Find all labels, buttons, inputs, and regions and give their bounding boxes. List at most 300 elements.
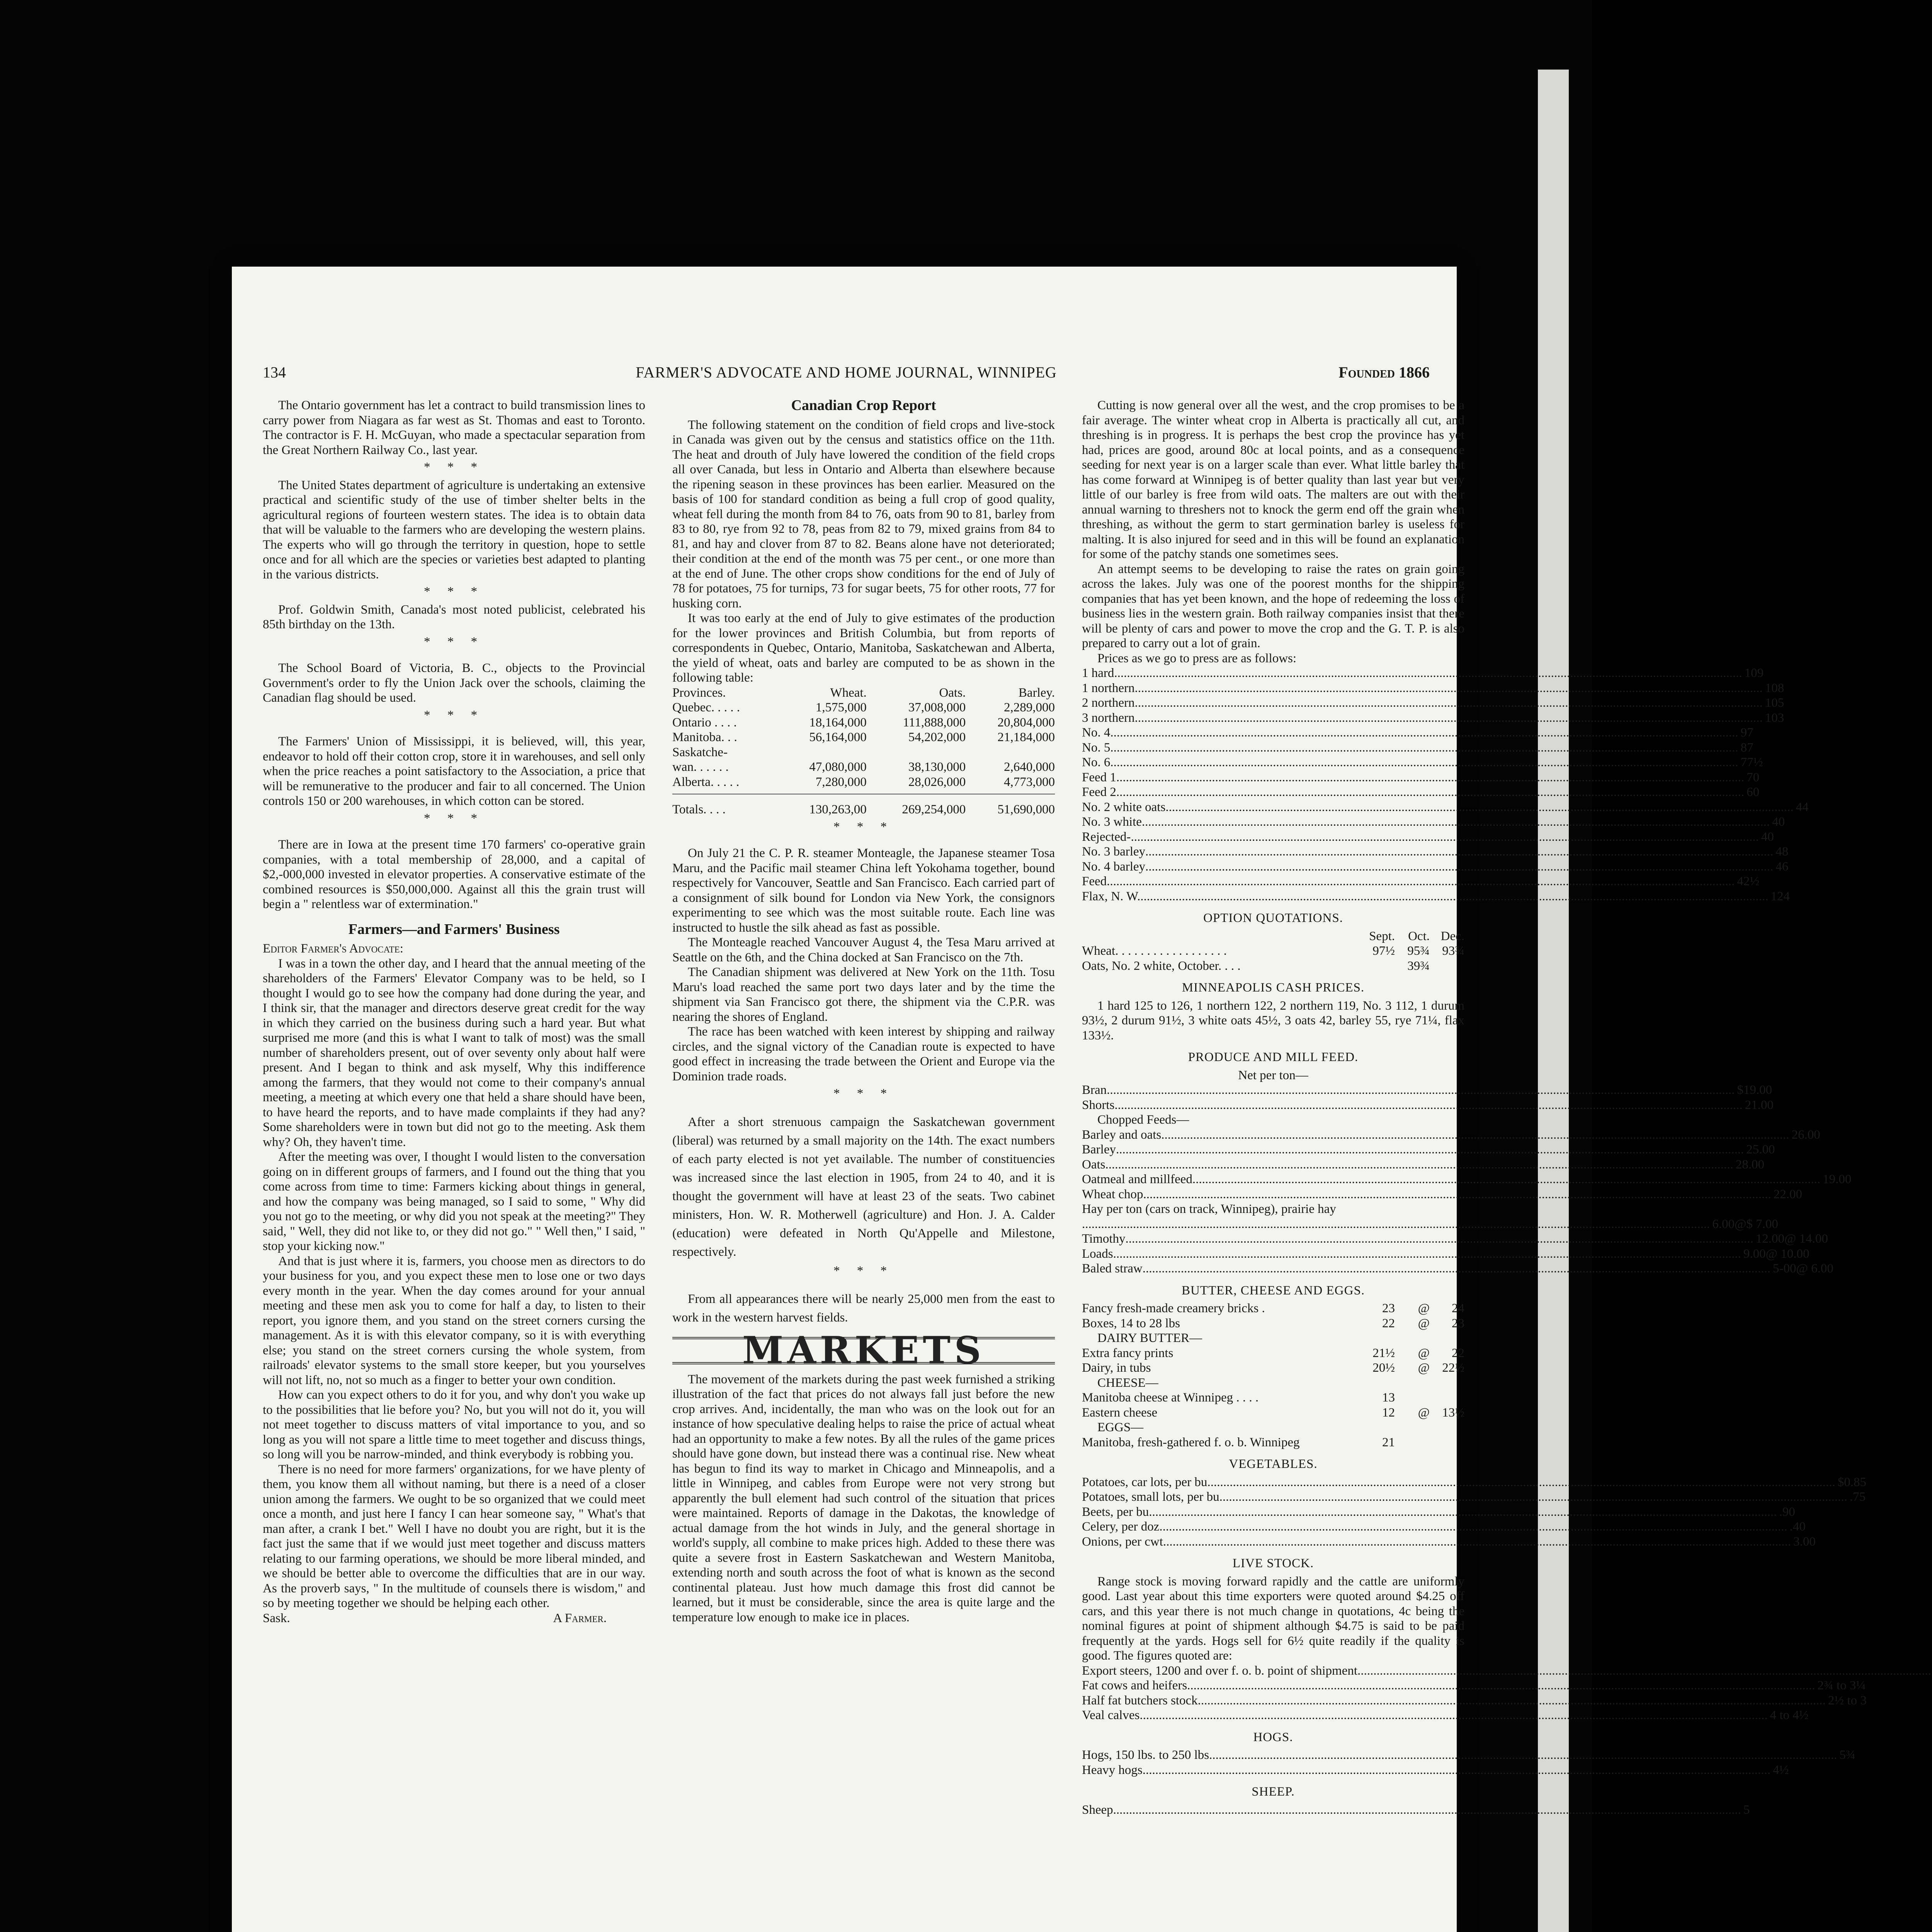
table-cell: 20,804,000 <box>997 715 1055 730</box>
price-value: 4½ <box>1772 1763 1789 1777</box>
price-value: 60 <box>1747 785 1760 799</box>
price-label: No. 4 barley <box>1082 859 1146 874</box>
section-subheading: CHEESE— <box>1097 1376 1158 1390</box>
price-label: No. 3 barley <box>1082 845 1146 859</box>
table-row <box>672 775 1055 790</box>
leader-dots <box>1114 666 1742 681</box>
leader-dots <box>1114 1098 1742 1113</box>
price-label: 1 hard <box>1082 666 1114 680</box>
hay-label: Hay per ton (cars on track, Winnipeg), prairie hay <box>1082 1202 1336 1216</box>
leader-dots <box>1149 1505 1777 1520</box>
price-label: Feed 2 <box>1082 785 1116 799</box>
chopped-feed-list <box>1082 1128 1852 1202</box>
price-line <box>1082 1231 1828 1247</box>
price-label: Timothy <box>1082 1232 1126 1246</box>
produce-price-list <box>1082 1083 1774 1112</box>
price-line <box>1082 859 1789 874</box>
rule-cell <box>867 789 966 794</box>
price-label: Feed 1 <box>1082 770 1116 784</box>
price-value: 87 <box>1740 740 1753 755</box>
table-cell: 28,026,000 <box>908 775 966 789</box>
table-cell: 111,888,000 <box>903 715 966 730</box>
price-label: Fat cows and heifers <box>1082 1679 1187 1692</box>
table-cell: 23 <box>1382 1301 1395 1315</box>
price-value: 124 <box>1770 889 1790 903</box>
price-value: 6.00@$ 7.00 <box>1712 1217 1778 1231</box>
table-cell: Manitoba cheese at Winnipeg . . . . <box>1082 1391 1259 1405</box>
eggs-table <box>1082 1435 1464 1450</box>
table-header-cell: Oct. <box>1408 929 1430 943</box>
table-cell: 4,773,000 <box>1004 775 1055 789</box>
table-row <box>1082 1346 1464 1361</box>
price-label: No. 3 white <box>1082 815 1142 829</box>
price-line <box>1082 725 1753 740</box>
table-cell: 2,289,000 <box>1004 701 1055 714</box>
article-paragraph: After a short strenuous campaign the Saskatchewan government (liberal) was returned by a small majority on the 14th. The exact numbers of each party elected is not yet available. The number of constituencies was increased since the last election in 1905, from 24 to 40, and it is thought the government will have at least 23 of the seats. Two cabinet ministers, Hon. W. R. Motherwell (agriculture) and Hon. J. A. Calder (education) were defeated in North Qu'Appelle and Milestone, respectively. <box>672 1115 1055 1259</box>
price-label: Barley <box>1082 1143 1116 1156</box>
leader-dots <box>1145 844 1773 859</box>
table-cell <box>1395 1390 1430 1405</box>
price-line <box>1082 1663 1464 1679</box>
table-cell: 47,080,000 <box>809 760 867 774</box>
price-value: 4 to 4½ <box>1770 1708 1809 1722</box>
leader-dots <box>1143 1261 1770 1276</box>
article-paragraph: Prices as we go to press are as follows: <box>1097 651 1297 665</box>
section-heading: LIVE STOCK. <box>1232 1556 1314 1570</box>
letter-paragraph: After the meeting was over, I thought I would listen to the conversation going on in different groups of farmers, and I found out the thing that you come across from time to time: Farmers kicking about things in general, and how the company was being managed, so I said to some, " Why did you not go to the meeting, or why did you not speak at the meeting?" They said, " Well, they did not like to, or they did not go." " Well then," I said, " stop your kicking now." <box>263 1150 645 1253</box>
table-cell: 20½ <box>1372 1361 1395 1375</box>
table-cell: Alberta. . . . . <box>672 775 740 789</box>
leader-dots <box>1116 785 1744 800</box>
table-cell: 13½ <box>1442 1405 1464 1420</box>
table-cell: 21 <box>1382 1435 1395 1449</box>
table-cell: Boxes, 14 to 28 lbs <box>1082 1316 1180 1330</box>
table-row <box>1082 1301 1464 1316</box>
price-label: Barley and oats <box>1082 1128 1162 1142</box>
leader-dots <box>1209 1748 1837 1763</box>
price-label: 1 northern <box>1082 681 1135 695</box>
table-header-cell <box>1082 929 1360 944</box>
table-header-cell: Dec. <box>1440 929 1464 943</box>
letter-paragraph: How can you expect others to do it for you, and why don't you wake up to the possibilities that lie before you? No, but you will not do it, you will not meet together to discuss matters of vital importance to you, and so long as you will not spare a little time to meet together and discuss things, so long will you be narrow-minded, and think everybody is robbing you. <box>263 1388 645 1461</box>
leader-dots <box>1116 770 1744 785</box>
table-header-cell: Barley. <box>1018 685 1055 700</box>
table-cell: @ <box>1418 1346 1430 1360</box>
price-line <box>1082 1505 1795 1520</box>
price-value: 46 <box>1776 859 1789 874</box>
article-heading: Canadian Crop Report <box>791 397 936 413</box>
table-cell: 22½ <box>1442 1361 1464 1375</box>
price-value: 40 <box>1772 815 1785 829</box>
dairy-butter-table <box>1082 1346 1464 1376</box>
price-label: Sheep <box>1082 1803 1113 1817</box>
price-label: Heavy hogs <box>1082 1763 1143 1777</box>
price-label: Potatoes, small lots, per bu <box>1082 1490 1219 1504</box>
price-value: 109 <box>1744 666 1764 680</box>
table-cell: 23 <box>1452 1316 1464 1330</box>
price-label: Baled straw <box>1082 1262 1143 1276</box>
price-line <box>1082 770 1760 785</box>
price-value: 2½ to 3 <box>1828 1693 1867 1708</box>
table-cell <box>966 745 1055 760</box>
leader-dots <box>1192 1172 1820 1187</box>
divider-stars: * * * <box>424 811 484 825</box>
price-value: 3.00 <box>1793 1534 1816 1549</box>
price-line <box>1082 666 1764 681</box>
price-line <box>1082 830 1774 845</box>
rule-cell <box>966 789 1055 794</box>
leader-dots <box>1135 681 1763 696</box>
price-value: 9.00@ 10.00 <box>1743 1247 1810 1261</box>
grain-price-list <box>1082 666 1809 904</box>
news-item: The School Board of Victoria, B. C., objects to the Provincial Government's order to fly the Union Jack over the schools, claiming the Canadian flag should be used. <box>263 661 645 705</box>
price-line <box>1082 1748 1855 1763</box>
price-label: Shorts <box>1082 1098 1115 1112</box>
table-cell <box>1430 959 1464 974</box>
divider-stars: * * * <box>833 1264 894 1278</box>
table-cell <box>1360 959 1395 974</box>
table-row <box>672 730 1055 745</box>
table-row <box>1082 1405 1464 1420</box>
leader-dots <box>1198 1693 1826 1708</box>
table-header-cell: Oats. <box>939 685 966 700</box>
price-line <box>1082 755 1763 770</box>
section-heading: PRODUCE AND MILL FEED. <box>1188 1050 1359 1064</box>
table-cell: 21,184,000 <box>997 730 1055 744</box>
leader-dots <box>1113 1247 1741 1262</box>
table-cell: Extra fancy prints <box>1082 1346 1173 1360</box>
table-cell: 269,254,000 <box>902 803 966 816</box>
leader-dots <box>1113 1803 1741 1818</box>
letter-paragraph: And that is just where it is, farmers, you choose men as directors to do your business for you, and you expect these men to lose one or two days every month in the year. When the day comes around for your annual meeting and these men ask you to come for half a day, to listen to their report, you ignore them, and you stand on the street corners cursing the management. As it is with this elevator company, so it is with everything else; you stand on the street corners cursing the whole system, from railroads' elevator systems to the small store keeper, but you yourselves will not lift, no, not so much as a finger to better your own condition. <box>263 1254 645 1387</box>
price-value: 105 <box>1765 696 1784 710</box>
price-value: 48 <box>1776 845 1789 859</box>
price-line <box>1082 1534 1816 1549</box>
table-row <box>1082 1435 1464 1450</box>
price-line <box>1082 1142 1775 1157</box>
leader-dots <box>1165 800 1793 815</box>
leader-dots <box>1161 1128 1789 1143</box>
leader-dots <box>1142 815 1770 830</box>
table-row <box>672 745 1055 760</box>
leader-dots <box>1107 1083 1735 1098</box>
table-header-cell: Wheat. <box>830 685 867 700</box>
price-line <box>1082 1708 1809 1723</box>
leader-dots <box>1163 1534 1791 1549</box>
table-header-row <box>1082 929 1464 944</box>
table-cell: 1,575,000 <box>815 701 867 714</box>
minneapolis-prices: 1 hard 125 to 126, 1 northern 122, 2 northern 119, No. 3 112, 1 durum 93½, 2 durum 91½, 3 white oats 45½, 3 oats 42, barley 55, rye 71¼, flax 133½. <box>1082 998 1464 1043</box>
table-header-cell: Provinces. <box>672 685 726 700</box>
page-header <box>263 363 1430 390</box>
price-value: .75 <box>1849 1490 1866 1504</box>
section-heading: VEGETABLES. <box>1229 1457 1318 1471</box>
price-line <box>1082 1678 1866 1693</box>
price-label: Rejected- <box>1082 830 1131 844</box>
price-line <box>1082 740 1753 755</box>
table-cell: Dairy, in tubs <box>1082 1361 1151 1375</box>
hog-price-list <box>1082 1748 1855 1777</box>
price-label: Oats <box>1082 1157 1105 1172</box>
table-row <box>1082 944 1464 959</box>
price-value: 97 <box>1740 726 1753 740</box>
price-label: 2 northern <box>1082 696 1135 710</box>
divider-stars: * * * <box>833 820 894 834</box>
leader-dots <box>1140 889 1768 904</box>
price-value: 103 <box>1765 711 1784 725</box>
leader-dots <box>1135 696 1763 711</box>
price-value: 26.00 <box>1791 1128 1820 1142</box>
price-label: Celery, per doz <box>1082 1520 1160 1534</box>
column-2 <box>672 398 1055 1625</box>
news-item: There are in Iowa at the present time 170 farmers' co-operative grain companies, with a total membership of 28,000, and a capital of $2,-000,000 invested in elevator properties. A conservative estimate of the combined resources is $50,000,000. Against all this the grain trust will begin a " relentless war of extermination." <box>263 838 645 911</box>
price-label: Beets, per bu <box>1082 1505 1149 1519</box>
price-line <box>1082 711 1784 726</box>
table-cell: Quebec. . . . . <box>672 701 740 714</box>
price-line <box>1082 815 1785 830</box>
leader-dots <box>1139 1708 1767 1723</box>
table-cell: 38,130,000 <box>908 760 966 774</box>
price-line <box>1082 1247 1810 1262</box>
divider-stars: * * * <box>424 585 484 599</box>
price-value: 21.00 <box>1745 1098 1774 1112</box>
butter-table <box>1082 1301 1464 1331</box>
table-cell: Saskatche- <box>672 745 728 759</box>
table-cell: 54,202,000 <box>908 730 966 744</box>
price-value: .40 <box>1789 1520 1806 1534</box>
section-subheading: Net per ton— <box>1238 1068 1308 1082</box>
price-label: No. 6 <box>1082 755 1111 769</box>
table-cell: 24 <box>1452 1301 1464 1315</box>
article-heading: Farmers—and Farmers' Business <box>348 921 560 937</box>
masthead-title: FARMER'S ADVOCATE AND HOME JOURNAL, WINNIPEG <box>636 364 1057 381</box>
table-cell: @ <box>1418 1316 1430 1330</box>
section-heading: OPTION QUOTATIONS. <box>1203 911 1343 925</box>
table-cell <box>777 745 867 760</box>
leader-dots <box>1143 1187 1771 1202</box>
price-line <box>1082 1519 1806 1534</box>
price-value: 70 <box>1747 770 1760 784</box>
price-value: 77½ <box>1740 755 1763 769</box>
table-cell <box>1430 1435 1464 1450</box>
price-value: $19.00 <box>1737 1083 1772 1097</box>
price-line <box>1082 1217 1778 1232</box>
table-cell: 130,263,00 <box>809 803 867 816</box>
table-row <box>1082 959 1464 974</box>
news-item: Prof. Goldwin Smith, Canada's most noted publicist, celebrated his 85th birthday on the 13th. <box>263 602 645 631</box>
price-value: 22.00 <box>1773 1187 1803 1201</box>
table-cell: Eastern cheese <box>1082 1405 1158 1420</box>
article-paragraph: The movement of the markets during the past week furnished a striking illustration of the fact that prices do not always fall just before the new crop arrives. And, incidentally, the man who was on the look out for an instance of how speculative dealing helps to raise the price of actual wheat had an opportunity to make a few notes. By all the rules of the game prices should have gone down, but instead there was a continual rise. New wheat has begun to find its way to market in Chicago and Minneapolis, and a little in Winnipeg, and cables from Europe were not very strong but apparently the bull element had such control of the situation that prices were maintained. Reports of damage in the Dakotas, the knowledge of actual damage from the hot winds in July, and the general shortage in world's supply, all combine to make prices high. Added to these there was quite a severe frost in Eastern Saskatchewan and Western Manitoba, extending north and south across the foot of what is known as the second continental plateau. Just how much damage this frost did cannot be learned, but it must be considerable, since the area is quite large and the temperature low enough to make ice in places. <box>672 1372 1055 1624</box>
table-header-row <box>672 685 1055 701</box>
leader-dots <box>1126 1231 1753 1247</box>
letter-salutation: Editor Farmer's Advocate: <box>263 942 403 956</box>
leader-dots <box>1116 1142 1744 1157</box>
price-line <box>1082 874 1760 889</box>
table-cell: Manitoba, fresh-gathered f. o. b. Winnipeg <box>1082 1435 1300 1449</box>
leader-dots <box>1110 740 1738 755</box>
table-row <box>1082 1361 1464 1376</box>
table-row <box>672 760 1055 775</box>
table-cell: 39¾ <box>1407 959 1430 973</box>
table-cell: 37,008,000 <box>908 701 966 714</box>
section-subheading: EGGS— <box>1097 1420 1144 1434</box>
leader-dots <box>1187 1678 1815 1693</box>
table-cell: Wheat. . . . . . . . . . . . . . . . . . <box>1082 944 1227 958</box>
article-paragraph: From all appearances there will be nearly 25,000 men from the east to work in the western harvest fields. <box>672 1292 1055 1325</box>
livestock-price-list <box>1082 1678 1867 1723</box>
rule-cell <box>672 789 777 794</box>
table-row <box>1082 1390 1464 1405</box>
price-line <box>1082 785 1760 800</box>
article-paragraph: Range stock is moving forward rapidly and the cattle are uniformly good. Last year about this time exporters were quoted around $4.25 off cars, and this year there is not much change in quotations, 4c being the nominal figures at point of shipment although $4.75 is said to be paid frequently at the yards. Hogs sell for 6½ quite readily if the quality is good. The figures quoted are: <box>1082 1574 1464 1663</box>
table-rule <box>672 789 1055 794</box>
price-line <box>1082 696 1784 711</box>
news-item: The Ontario government has let a contract to build transmission lines to carry power from Niagara as far west as St. Thomas and east to Toronto. The contractor is F. H. McGuyan, who made a spectacular separation from the Great Northern Railway Co., last year. <box>263 398 645 457</box>
price-line <box>1082 889 1790 904</box>
price-label: Potatoes, car lots, per bu <box>1082 1475 1208 1489</box>
section-heading: BUTTER, CHEESE AND EGGS. <box>1181 1283 1365 1298</box>
crop-estimate-table <box>672 685 1055 817</box>
article-paragraph: An attempt seems to be developing to raise the rates on grain going across the lakes. July was one of the poorest months for the shipping companies that has yet been known, and the hope of redeeming the loss of business lies in the western grain. Both railway companies insist that there will be plenty of cars and power to move the crop and the G. T. P. is also prepared to carry out a lot of grain. <box>1082 562 1464 650</box>
section-heading: HOGS. <box>1253 1730 1293 1744</box>
leader-dots <box>1145 859 1773 874</box>
divider-stars: * * * <box>424 634 484 649</box>
letter-signature <box>263 1611 645 1626</box>
leader-dots <box>1219 1490 1847 1505</box>
price-value: 25.00 <box>1746 1143 1775 1156</box>
price-line <box>1082 1083 1772 1098</box>
divider-stars: * * * <box>424 460 484 474</box>
table-cell: Ontario . . . . <box>672 715 737 730</box>
divider-stars: * * * <box>833 1087 894 1100</box>
cheese-table <box>1082 1390 1464 1420</box>
price-value: 12.00@ 14.00 <box>1755 1232 1828 1246</box>
divider-stars: * * * <box>424 708 484 722</box>
price-label: Flax, N. W. <box>1082 889 1141 903</box>
price-value: 5-00@ 6.00 <box>1772 1262 1833 1276</box>
letter-paragraph: There is no need for more farmers' organizations, for we have plenty of them, you know them all without naming, but there is a need of a closer union among the farmers. We ought to be so organized that we could meet once a month, and just here I fancy I can hear someone say, " What's that man after, a crank I bet." Well I have no doubt you are right, but it is the fact just the same that if we would just meet together and discuss matters relating to our farming operations, we should be more liberal minded, and we should be better able to overcome the difficulties that are in our way. As the proverb says, " In the multitude of counsels there is wisdom," and so by meeting together we should be helping each other. <box>263 1462 645 1610</box>
table-cell: @ <box>1418 1361 1430 1375</box>
article-paragraph: The Monteagle reached Vancouver August 4, the Tesa Maru arrived at Seattle on the 6th, and the China docked at San Francisco on the 7th. <box>672 935 1055 964</box>
rule-cell <box>777 789 867 794</box>
price-label: No. 2 white oats <box>1082 800 1166 814</box>
article-paragraph: The race has been watched with keen interest by shipping and railway circles, and the signal victory of the Canadian route is expected to have good effect in increasing the trade between the Orient and Europe via the Dominion trade roads. <box>672 1025 1055 1083</box>
section-subheading: DAIRY BUTTER— <box>1097 1331 1202 1345</box>
table-cell <box>1395 1435 1430 1450</box>
table-cell: 97½ <box>1372 944 1395 958</box>
table-row <box>672 700 1055 715</box>
table-cell <box>867 745 966 760</box>
price-label: 3 northern <box>1082 711 1135 725</box>
news-item: The United States department of agriculture is undertaking an extensive practical and scientific study of the use of timber shelter belts in the agricultural regions of fourteen western states. The idea is to obtain data that will be valuable to the farmers who are developing the western plains. The experts who will go through the territory in question, hope to settle once and for all which are the species or varieties best adapted to planting in the various districts. <box>263 478 645 582</box>
markets-banner: MARKETS <box>672 1337 1055 1364</box>
article-paragraph: The Canadian shipment was delivered at New York on the 11th. Tosu Maru's load reached the same port two days later and by the time the shipment via San Francisco got there, the shipment via the C.P.R. was nearing the shores of England. <box>672 965 1055 1024</box>
leader-dots <box>1107 874 1735 889</box>
table-cell: 2,640,000 <box>1004 760 1055 774</box>
price-line <box>1082 1157 1764 1172</box>
table-cell: 18,164,000 <box>809 715 867 730</box>
article-paragraph: On July 21 the C. P. R. steamer Monteagle, the Japanese steamer Tosa Maru, and the Pacific mail steamer China left Yokohama together, bound respectively for Vancouver, Seattle and San Francisco. Each carried part of a consignment of silk bound for London via New York, the consignors experimenting to see which was the most suitable route. Each line was instructed to hustle the silk ahead as fast as possible. <box>672 846 1055 935</box>
table-cell: 7,280,000 <box>815 775 867 789</box>
price-line <box>1082 1187 1803 1202</box>
sheep-price-list <box>1082 1803 1750 1818</box>
price-line <box>1082 681 1784 696</box>
article-paragraph: Cutting is now general over all the west, and the crop promises to be a fair average. The winter wheat crop in Alberta is practically all cut, and threshing is in progress. It is perhaps the best crop the province has yet had, prices are good, around 80c at local points, and as a consequence seeding for next year is on a larger scale than ever. What little barley that has come forward at Winnipeg is of better quality than last year but very little of our barley is free from wild oats. The malters are out with their annual warning to threshers not to knock the germ end off the grain when threshing, as without the germ to start germination barley is useless for malting. It is also injured for seed and in this will be found an explanation for some of the patchy stands one sometimes sees. <box>1082 398 1464 561</box>
price-label: Bran <box>1082 1083 1107 1097</box>
price-value: 40 <box>1761 830 1774 844</box>
leader-dots <box>1143 1763 1770 1778</box>
adjacent-page-edge <box>1538 70 1569 1932</box>
table-header-cell: Sept. <box>1369 929 1395 943</box>
article-paragraph: The following statement on the condition of field crops and live-stock in Canada was given out by the census and statistics office on the 11th. The heat and drouth of July have lowered the condition of the field crops all over Canada, but less in Ontario and Alberta than elsewhere because the ripening season in these provinces has been earlier. Measured on the basis of 100 for standard condition as being a full crop of good quality, wheat fell during the month from 84 to 76, oats from 90 to 81, barley from 83 to 80, rye from 92 to 78, peas from 82 to 79, mixed grains from 84 to 81, and hay and clover from 87 to 82. Beans alone have not deteriorated; their condition at the end of the month was 75 per cent., or one more than at the end of June. The other crops show conditions for the end of July of 78 for potatoes, 75 for turnips, 73 for sugar beets, 75 for other roots, 77 for husking corn. <box>672 418 1055 611</box>
page-number: 134 <box>263 364 286 381</box>
hay-price-list <box>1082 1217 1833 1276</box>
table-cell: 21½ <box>1372 1346 1395 1360</box>
price-line <box>1082 1763 1789 1778</box>
price-label: Oatmeal and millfeed <box>1082 1172 1192 1186</box>
price-value: 5¾ <box>1839 1748 1855 1762</box>
newspaper-page <box>232 267 1867 1932</box>
price-value: 5 <box>1743 1803 1750 1817</box>
table-cell: 13 <box>1382 1391 1395 1405</box>
table-cell: Fancy fresh-made creamery bricks . <box>1082 1301 1265 1315</box>
table-row <box>672 715 1055 730</box>
letter-paragraph: I was in a town the other day, and I heard that the annual meeting of the shareholders of the Farmers' Elevator Company was to be held, so I thought I would go to see how the company had done during the year, and I think sir, that the manager and directors deserve great credit for the way in which they carried on the business during such a hard year. But what surprised me more (and this is what I want to talk of most) was the small number of shareholders present, out of over seventy only about half were present. And I began to think and ask myself, Why this indifference among the farmers, that they would not come to their company's annual meeting, a meeting at which every one that held a share should have been, to have heard the reports, and to have made complaints if they had any? Some shareholders were in town but did not go to the meeting. Ask them why? Oh, they haven't time. <box>263 956 645 1149</box>
table-cell: 12 <box>1382 1405 1395 1420</box>
table-cell: Oats, No. 2 white, October. . . . <box>1082 959 1241 973</box>
price-line <box>1082 1172 1852 1187</box>
table-cell: Totals. . . . <box>672 803 726 816</box>
price-label: Export steers, 1200 and over f. o. b. point of shipment <box>1082 1663 1358 1678</box>
price-line <box>1082 1693 1867 1708</box>
option-quotations-table <box>1082 929 1464 974</box>
leader-dots <box>1131 830 1759 845</box>
table-cell: 93¾ <box>1442 944 1464 958</box>
price-value: .90 <box>1779 1505 1795 1519</box>
price-line <box>1082 1261 1833 1276</box>
section-heading: SHEEP. <box>1252 1785 1295 1799</box>
letter-place: Sask. <box>263 1611 290 1625</box>
column-3 <box>1082 398 1867 1817</box>
price-value: 108 <box>1765 681 1784 695</box>
vegetable-price-list <box>1082 1475 1866 1549</box>
table-cell: 56,164,000 <box>809 730 867 744</box>
price-line <box>1082 844 1789 859</box>
section-subheading: Chopped Feeds— <box>1097 1113 1189 1127</box>
price-line <box>1082 800 1809 815</box>
table-cell: 51,690,000 <box>997 803 1055 816</box>
leader-dots <box>1110 725 1738 740</box>
table-row <box>1082 1316 1464 1331</box>
table-cell: 22 <box>1382 1316 1395 1330</box>
founded-label: Founded 1866 <box>1338 364 1430 381</box>
price-line <box>1082 1128 1820 1143</box>
table-cell: Manitoba. . . <box>672 730 737 744</box>
leader-dots <box>1207 1475 1835 1490</box>
news-item: The Farmers' Union of Mississippi, it is believed, will, this year, endeavor to hold off their cotton crop, store it in warehouses, and sell only when the price reaches a point satisfactory to the Association, a price that will be remunerative to the producer and fair to all concerned. The Union controls 150 or 200 warehouses, in which cotton can be stored. <box>263 735 645 808</box>
letter-author: A Farmer. <box>553 1611 607 1625</box>
price-value: 44 <box>1796 800 1809 814</box>
price-label: Half fat butchers stock <box>1082 1693 1198 1708</box>
price-label: Feed <box>1082 874 1107 888</box>
leader-dots <box>1105 1157 1733 1172</box>
table-cell: 22 <box>1452 1346 1464 1360</box>
price-label: Veal calves <box>1082 1708 1140 1722</box>
table-cell <box>1430 1390 1464 1405</box>
section-heading: MINNEAPOLIS CASH PRICES. <box>1182 981 1365 995</box>
price-line <box>1082 1098 1774 1113</box>
